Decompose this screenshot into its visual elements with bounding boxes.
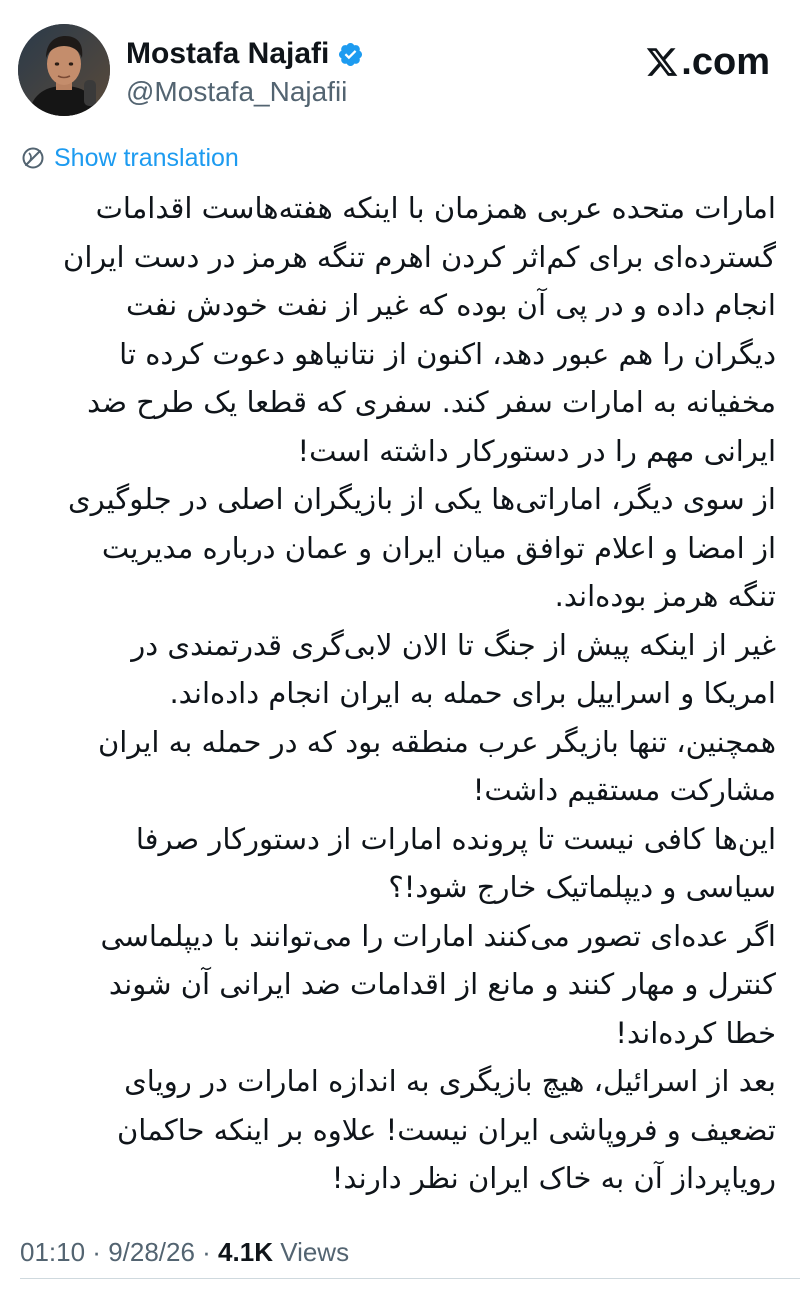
tweet-text — [26, 184, 776, 1203]
site-label: .com — [681, 41, 770, 83]
tweet-text-line: امریکا و اسراییل برای حمله به ایران انجام داده‌اند. — [169, 676, 776, 710]
tweet-header — [18, 24, 770, 118]
user-handle[interactable]: @Mostafa_Najafii — [126, 76, 348, 107]
user-info — [126, 36, 364, 110]
verified-badge-icon — [337, 41, 364, 68]
tweet-date[interactable]: 9/28/26 — [108, 1237, 195, 1267]
tweet-text-line: مشارکت مستقیم داشت! — [472, 773, 776, 807]
divider — [20, 1278, 800, 1279]
tweet-text-line: همچنین، تنها بازیگر عرب منطقه بود که در حمله به ایران — [97, 724, 776, 759]
tweet-text-line: تضعیف و فروپاشی ایران نیست! علاوه بر اینکه حاکمان — [116, 1112, 776, 1147]
tweet-text-line: بعد از اسرائیل، هیچ بازیگری به اندازه امارات در رویای — [124, 1064, 776, 1098]
site-watermark — [645, 42, 770, 82]
meta-separator: · — [85, 1237, 109, 1267]
tweet-text-line: از سوی دیگر، اماراتی‌ها یکی از بازیگران اصلی در جلوگیری — [67, 482, 776, 516]
show-translation-label[interactable]: Show translation — [54, 144, 239, 172]
views-label: Views — [280, 1237, 350, 1267]
tweet-text-line: تنگه هرمز بوده‌اند. — [554, 579, 776, 613]
tweet-text-line: گسترده‌ای برای کم‌اثر کردن اهرم تنگه هرمز در دست ایران — [63, 239, 776, 274]
tweet-text-line: غیر از اینکه پیش از جنگ تا الان لابی‌گری قدرتمندی در — [131, 627, 776, 662]
show-translation-link[interactable] — [20, 143, 239, 173]
tweet-text-line: از امضا و اعلام توافق میان ایران و عمان درباره مدیریت — [101, 530, 776, 565]
x-logo-icon — [645, 45, 679, 79]
tweet-text-line: خطا کرده‌اند! — [615, 1015, 776, 1050]
tweet-text-line: رویاپرداز آن به خاک ایران نظر دارند! — [331, 1161, 776, 1195]
avatar-image — [18, 24, 110, 116]
tweet-text-line: کنترل و مهار کنند و مانع از اقدامات ضد ایرانی آن شوند — [108, 967, 776, 1001]
tweet-time[interactable]: 01:10 — [20, 1237, 86, 1267]
tweet-text-line: مخفیانه به امارات سفر کند. سفری که قطعا یک طرح ضد — [87, 385, 776, 419]
tweet-meta — [20, 1236, 349, 1268]
tweet-text-line: دیگران را هم عبور دهد، اکنون از نتانیاهو دعوت کرده تا — [119, 336, 776, 371]
tweet-text-line: امارات متحده عربی همزمان با اینکه هفته‌هاست اقدامات — [95, 191, 776, 225]
tweet-text-line: ایرانی مهم را در دستورکار داشته است! — [297, 433, 776, 468]
avatar[interactable] — [18, 24, 110, 116]
translate-globe-icon — [20, 145, 46, 171]
tweet-text-line: سیاسی و دیپلماتیک خارج شود!؟ — [388, 870, 776, 904]
meta-separator: · — [194, 1237, 219, 1267]
tweet-text-line: اگر عده‌ای تصور می‌کنند امارات را می‌توانند با دیپلماسی — [100, 918, 776, 953]
name-row — [126, 36, 364, 72]
tweet-text-line: این‌ها کافی نیست تا پرونده امارات از دستورکار صرفا — [135, 821, 776, 856]
tweet-text-line: انجام داده و در پی آن بوده که غیر از نفت خودش نفت — [125, 288, 776, 322]
display-name[interactable]: Mostafa Najafi — [126, 37, 330, 70]
views-count[interactable]: 4.1K — [218, 1237, 273, 1267]
